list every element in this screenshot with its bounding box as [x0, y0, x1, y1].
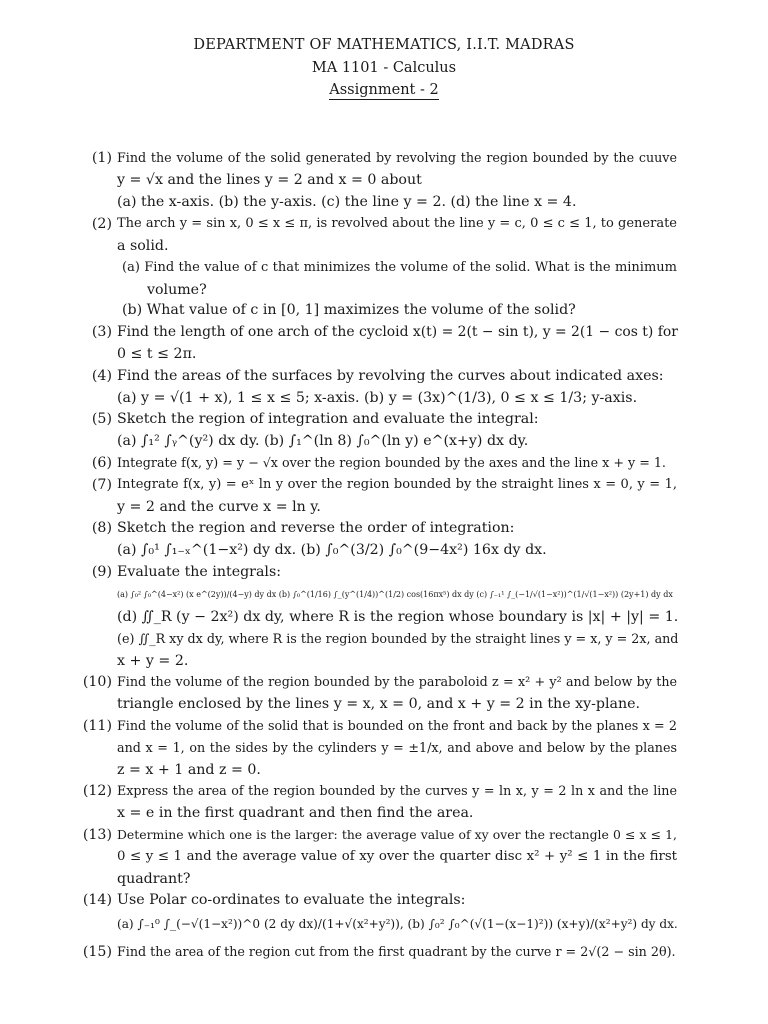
problem-number: (12) [82, 783, 112, 799]
problem-line: a solid. [117, 238, 169, 254]
problem-line: (a) Find the value of c that minimizes the volume of the solid. What is the minimum [122, 260, 677, 275]
department-title: DEPARTMENT OF MATHEMATICS, I.I.T. MADRAS [193, 37, 575, 53]
problem-line: (b) What value of c in [0, 1] maximizes the volume of the solid? [122, 302, 576, 318]
problem-line: Find the volume of the solid generated by revolving the region bounded by the cuuve [117, 150, 677, 165]
problem-line: Find the length of one arch of the cycloid x(t) = 2(t − sin t), y = 2(1 − cos t) for [117, 324, 678, 340]
problem-number: (9) [91, 564, 112, 580]
problem-line: (a) ∫₀² ∫₀^(4−x²) (x e^(2y))/(4−y) dy dx (b) ∫₀^(1/16) ∫_(y^(1/4))^(1/2) cos(16πx⁵) dx dy (c) ∫₋₁¹ ∫_(−1/√(1−x²))^(1/√(1−x²)) (2y+1) dy dx [117, 590, 673, 599]
problem-line: (d) ∬_R (y − 2x²) dx dy, where R is the region whose boundary is |x| + |y| = 1. [117, 609, 679, 625]
problem-number: (2) [91, 216, 112, 232]
problem-line: (e) ∬_R xy dx dy, where R is the region bounded by the straight lines y = x, y = 2x, and [117, 631, 679, 646]
problem-line: Find the areas of the surfaces by revolving the curves about indicated axes: [117, 368, 664, 384]
problem-line: quadrant? [117, 871, 191, 887]
problem-line: x = e in the first quadrant and then find the area. [117, 805, 474, 821]
problem-number: (7) [91, 477, 112, 493]
assignment-title [0, 82, 768, 98]
course-title: MA 1101 - Calculus [311, 60, 457, 76]
problem-line: Determine which one is the larger: the average value of xy over the rectangle 0 ≤ x ≤ 1, [117, 827, 677, 842]
problem-line: (a) ∫₁² ∫ᵧ^(y²) dx dy. (b) ∫₁^(ln 8) ∫₀^(ln y) e^(x+y) dx dy. [117, 433, 529, 449]
problem-line: (a) y = √(1 + x), 1 ≤ x ≤ 5; x-axis. (b) y = (3x)^(1/3), 0 ≤ x ≤ 1/3; y-axis. [117, 390, 638, 406]
problem-number: (13) [82, 827, 112, 843]
problem-line: Find the volume of the solid that is bounded on the front and back by the planes x = 2 [117, 718, 677, 733]
problem-line: Evaluate the integrals: [117, 564, 282, 580]
problem-line: Use Polar co-ordinates to evaluate the integrals: [117, 892, 466, 908]
problem-line: and x = 1, on the sides by the cylinders y = ±1/x, and above and below by the planes [117, 740, 677, 755]
problem-line: 0 ≤ t ≤ 2π. [117, 346, 197, 362]
problem-number: (5) [91, 411, 112, 427]
problem-number: (15) [82, 944, 112, 960]
problem-line: z = x + 1 and z = 0. [117, 762, 261, 778]
problem-line: (a) ∫₀¹ ∫₁₋ₓ^(1−x²) dy dx. (b) ∫₀^(3/2) ∫₀^(9−4x²) 16x dy dx. [117, 542, 547, 558]
problem-line: Sketch the region of integration and evaluate the integral: [117, 411, 539, 427]
problem-number: (11) [82, 718, 112, 734]
assignment-title-text: Assignment - 2 [329, 82, 439, 98]
problem-line: Find the volume of the region bounded by the paraboloid z = x² + y² and below by the [117, 674, 677, 689]
problem-line: The arch y = sin x, 0 ≤ x ≤ π, is revolved about the line y = c, 0 ≤ c ≤ 1, to generate [117, 216, 677, 231]
problem-number: (10) [82, 674, 112, 690]
problem-line: y = 2 and the curve x = ln y. [117, 499, 321, 515]
problem-line: triangle enclosed by the lines y = x, x = 0, and x + y = 2 in the xy-plane. [117, 696, 641, 712]
problem-line: Sketch the region and reverse the order of integration: [117, 520, 515, 536]
problem-line: 0 ≤ y ≤ 1 and the average value of xy over the quarter disc x² + y² ≤ 1 in the first [117, 849, 677, 864]
problem-line: volume? [147, 282, 207, 298]
problem-line: Integrate f(x, y) = eˣ ln y over the region bounded by the straight lines x = 0, y = 1, [117, 477, 677, 492]
problem-number: (14) [82, 892, 112, 908]
problem-line: x + y = 2. [117, 653, 189, 669]
problem-number: (6) [91, 455, 112, 471]
problem-line: (a) the x-axis. (b) the y-axis. (c) the line y = 2. (d) the line x = 4. [117, 194, 577, 210]
problem-number: (3) [91, 324, 112, 340]
problem-line: y = √x and the lines y = 2 and x = 0 about [117, 172, 422, 188]
problem-number: (8) [91, 520, 112, 536]
problem-line: Express the area of the region bounded by the curves y = ln x, y = 2 ln x and the line [117, 783, 677, 798]
problem-line: Find the area of the region cut from the first quadrant by the curve r = 2√(2 − sin 2θ). [117, 944, 676, 959]
problem-line: Integrate f(x, y) = y − √x over the region bounded by the axes and the line x + y = 1. [117, 455, 666, 470]
problem-number: (4) [91, 368, 112, 384]
problem-number: (1) [91, 150, 112, 166]
problem-line: (a) ∫₋₁⁰ ∫_(−√(1−x²))^0 (2 dy dx)/(1+√(x²+y²)), (b) ∫₀² ∫₀^(√(1−(x−1)²)) (x+y)/(x²+y²) dy dx. [117, 917, 678, 931]
